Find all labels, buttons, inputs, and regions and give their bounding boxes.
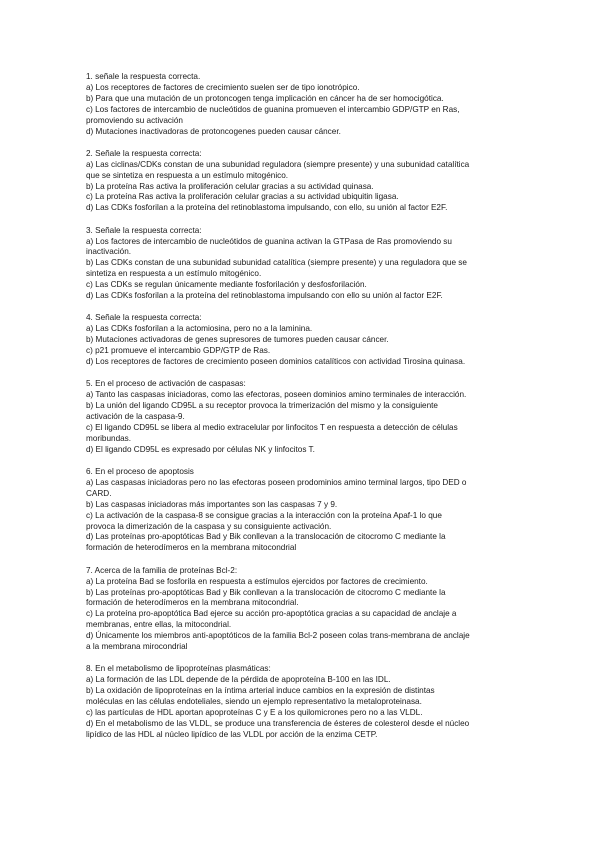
option-line: provoca la dimerización de la caspasa y su consiguiente activación.	[86, 521, 332, 531]
option-line: a) Los factores de intercambio de nucleótidos de guanina activan la GTPasa de Ras promoviendo su	[86, 236, 452, 246]
option-line: formación de heterodímeros en la membrana mitocondrial.	[86, 598, 299, 608]
question-block	[86, 467, 539, 554]
option-line: a) Las CDKs fosforilan a la actomiosina, pero no a la laminina.	[86, 324, 313, 334]
question-title: 6. En el proceso de apoptosis	[86, 467, 194, 477]
option-line: lipídico de las HDL al núcleo lipídico de las VLDL por acción de la enzima CETP.	[86, 729, 378, 739]
option-line: c) p21 promueve el intercambio GDP/GTP de Ras.	[86, 346, 271, 356]
option-line: c) Las CDKs se regulan únicamente mediante fosforilación y desfosforilación.	[86, 280, 367, 290]
option-line: a) Las caspasas iniciadoras pero no las efectoras poseen prodominios amino terminal largos, tipo DED o	[86, 477, 467, 487]
question-title: 4. Señale la respuesta correcta:	[86, 313, 202, 323]
option-line: d) Las CDKs fosforilan a la proteína del retinoblastoma impulsando con ello su unión al factor E2F.	[86, 291, 443, 301]
option-line: b) Las caspasas iniciadoras más importantes son las caspasas 7 y 9.	[86, 499, 338, 509]
option-line: c) La activación de la caspasa-8 se consigue gracias a la interacción con la proteína Apaf-1 lo que	[86, 510, 442, 520]
question-title: 8. En el metabolismo de lipoproteínas plasmáticas:	[86, 664, 271, 674]
option-line: que se sintetiza en respuesta a un estímulo mitogénico.	[86, 170, 289, 180]
option-line: d) Las proteínas pro-apoptóticas Bad y Bik conllevan a la translocación de citocromo C mediante la	[86, 532, 446, 542]
option-line: c) La proteína Ras activa la proliferación celular gracias a su actividad ubiquitin ligasa.	[86, 192, 399, 202]
question-block	[86, 379, 539, 455]
option-line: b) Para que una mutación de un protoncogen tenga implicación en cáncer ha de ser homocigótica.	[86, 93, 444, 103]
option-line: b) Las proteínas pro-apoptóticas Bad y Bik conllevan a la translocación de citocromo C mediante la	[86, 587, 446, 597]
option-line: moribundas.	[86, 433, 132, 443]
option-line: d) Los receptores de factores de crecimiento poseen dominios catalíticos con actividad Tirosina quinasa.	[86, 357, 466, 367]
question-block	[86, 72, 539, 137]
option-line: d) Mutaciones inactivadoras de protoncogenes pueden causar cáncer.	[86, 126, 341, 136]
option-line: promoviendo su activación	[86, 115, 183, 125]
question-title: 2. Señale la respuesta correcta:	[86, 148, 202, 158]
option-line: b) La unión del ligando CD95L a su receptor provoca la trimerización del mismo y la consiguiente	[86, 401, 438, 411]
option-line: CARD.	[86, 488, 112, 498]
option-line: a) La proteína Bad se fosforila en respuesta a estímulos ejercidos por factores de crecimiento.	[86, 576, 428, 586]
option-line: c) Los factores de intercambio de nucleótidos de guanina promueven el intercambio GDP/GTP en Ras,	[86, 104, 460, 114]
option-line: d) Las CDKs fosforilan a la proteína del retinoblastoma impulsando, con ello, su unión al factor E2F.	[86, 203, 448, 213]
option-line: a) Los receptores de factores de crecimiento suelen ser de tipo ionotrópico.	[86, 82, 360, 92]
question-title: 5. En el proceso de activación de caspasas:	[86, 379, 246, 389]
question-block	[86, 313, 539, 368]
option-line: a) Tanto las caspasas iniciadoras, como las efectoras, poseen dominios amino terminales de interacción.	[86, 390, 467, 400]
option-line: c) las partículas de HDL aportan apoproteínas C y E a los quilomicrones pero no a las VLDL.	[86, 707, 423, 717]
question-block	[86, 149, 539, 214]
option-line: moléculas en las células endoteliales, siendo un ejemplo representativo la metaloproteinasa.	[86, 697, 422, 707]
option-line: c) La proteína pro-apoptótica Bad ejerce su acción pro-apoptótica gracias a su capacidad de anclaje a	[86, 609, 457, 619]
option-line: sintetiza en respuesta a un estímulo mitogénico.	[86, 269, 262, 279]
question-title: 7. Acerca de la familia de proteínas Bcl-2:	[86, 565, 238, 575]
question-title: 3. Señale la respuesta correcta:	[86, 225, 202, 235]
option-line: d) El ligando CD95L es expresado por células NK y linfocitos T.	[86, 444, 315, 454]
option-line: a la membrana mirocondrial	[86, 642, 188, 652]
question-block	[86, 226, 539, 302]
option-line: inactivación.	[86, 247, 132, 257]
question-block	[86, 664, 539, 740]
question-block	[86, 566, 539, 653]
option-line: b) Las CDKs constan de una subunidad subunidad catalítica (siempre presente) y una reguladora que se	[86, 258, 467, 268]
option-line: b) La oxidación de lipoproteínas en la íntima arterial induce cambios en la expresión de distintas	[86, 686, 435, 696]
option-line: b) La proteína Ras activa la proliferación celular gracias a su actividad quinasa.	[86, 181, 374, 191]
option-line: activación de la caspasa-9.	[86, 412, 185, 422]
option-line: d) En el metabolismo de las VLDL, se produce una transferencia de ésteres de colesterol desde el núcleo	[86, 718, 470, 728]
option-line: c) El ligando CD95L se libera al medio extracelular por linfocitos T en respuesta a detección de células	[86, 422, 458, 432]
option-line: d) Únicamente los miembros anti-apoptóticos de la familia Bcl-2 poseen colas trans-membrana de anclaje	[86, 631, 470, 641]
option-line: a) Las ciclinas/CDKs constan de una subunidad reguladora (siempre presente) y una subunidad catalítica	[86, 159, 470, 169]
question-title: 1. señale la respuesta correcta.	[86, 72, 201, 81]
option-line: b) Mutaciones activadoras de genes supresores de tumores pueden causar cáncer.	[86, 335, 389, 345]
option-line: formación de heterodímeros en la membrana mitocondrial	[86, 543, 297, 553]
option-line: membranas, entre ellas, la mitocondrial.	[86, 620, 232, 630]
option-line: a) La formación de las LDL depende de la pérdida de apoproteína B-100 en las IDL.	[86, 675, 391, 685]
